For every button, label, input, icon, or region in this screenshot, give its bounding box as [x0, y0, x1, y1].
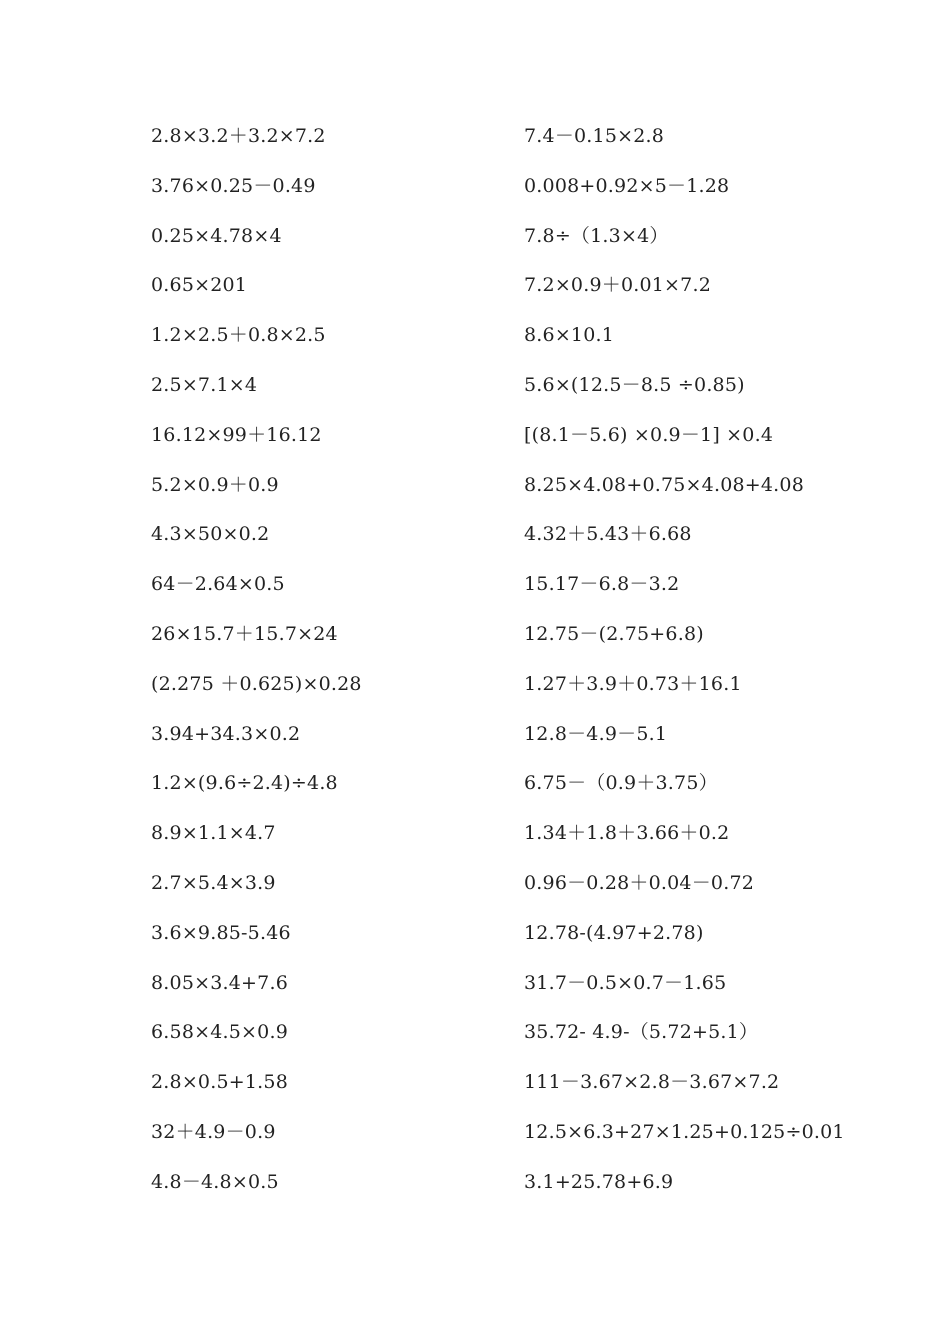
- expression-item: 32＋4.9－0.9: [151, 1120, 276, 1143]
- expression-item: 35.72- 4.9-（5.72+5.1）: [524, 1021, 759, 1044]
- expression-item: 12.75－(2.75+6.8): [524, 622, 704, 645]
- expression-item: 3.94+34.3×0.2: [151, 722, 301, 745]
- expression-item: 2.7×5.4×3.9: [151, 871, 276, 894]
- expression-item: 2.8×3.2＋3.2×7.2: [151, 125, 326, 147]
- expression-item: 12.5×6.3+27×1.25+0.125÷0.01: [524, 1120, 845, 1143]
- expression-item: 7.4－0.15×2.8: [524, 125, 665, 147]
- expression-item: 7.2×0.9＋0.01×7.2: [524, 274, 711, 297]
- expression-item: 4.32＋5.43＋6.68: [524, 523, 692, 546]
- expression-item: 0.96－0.28＋0.04－0.72: [524, 871, 755, 894]
- expression-item: 12.78-(4.97+2.78): [524, 921, 704, 944]
- expression-item: 1.34＋1.8＋3.66＋0.2: [524, 822, 730, 845]
- expression-item: 64－2.64×0.5: [151, 573, 285, 596]
- expression-item: 4.3×50×0.2: [151, 523, 270, 546]
- expression-item: 5.2×0.9＋0.9: [151, 473, 279, 496]
- expression-item: 7.8÷（1.3×4）: [524, 224, 669, 247]
- expression-item: 3.1+25.78+6.9: [524, 1170, 674, 1193]
- expression-item: 26×15.7＋15.7×24: [151, 622, 338, 645]
- expression-item: 1.27＋3.9＋0.73＋16.1: [524, 672, 742, 695]
- expression-item: 6.58×4.5×0.9: [151, 1021, 288, 1044]
- expression-item: 3.76×0.25－0.49: [151, 174, 316, 197]
- expression-item: 31.7－0.5×0.7－1.65: [524, 971, 727, 994]
- expression-item: 16.12×99＋16.12: [151, 423, 322, 446]
- expression-item: 111－3.67×2.8－3.67×7.2: [524, 1071, 780, 1094]
- expression-item: 6.75－（0.9＋3.75）: [524, 772, 718, 795]
- expression-item: 5.6×(12.5－8.5 ÷0.85): [524, 373, 745, 396]
- expression-item: 2.5×7.1×4: [151, 373, 258, 396]
- expression-item: 2.8×0.5+1.58: [151, 1071, 288, 1094]
- expression-item: (2.275 ＋0.625)×0.28: [151, 672, 362, 695]
- expression-item: 1.2×(9.6÷2.4)÷4.8: [151, 772, 338, 795]
- expression-item: 8.05×3.4+7.6: [151, 971, 288, 994]
- right-expression-column: [524, 118, 934, 1214]
- expression-item: [(8.1－5.6) ×0.9－1] ×0.4: [524, 423, 774, 446]
- expression-item: 0.25×4.78×4: [151, 224, 282, 247]
- expression-item: 3.6×9.85-5.46: [151, 921, 291, 944]
- expression-item: 0.65×201: [151, 274, 248, 297]
- expression-item: 4.8－4.8×0.5: [151, 1170, 279, 1193]
- expression-item: 15.17－6.8－3.2: [524, 573, 680, 596]
- expression-item: 12.8－4.9－5.1: [524, 722, 668, 745]
- expression-item: 0.008+0.92×5－1.28: [524, 174, 730, 197]
- expression-item: 1.2×2.5＋0.8×2.5: [151, 324, 326, 347]
- left-expression-column: [151, 118, 491, 1214]
- expression-item: 8.25×4.08+0.75×4.08+4.08: [524, 473, 805, 496]
- expression-item: 8.9×1.1×4.7: [151, 822, 276, 845]
- expression-item: 8.6×10.1: [524, 324, 615, 347]
